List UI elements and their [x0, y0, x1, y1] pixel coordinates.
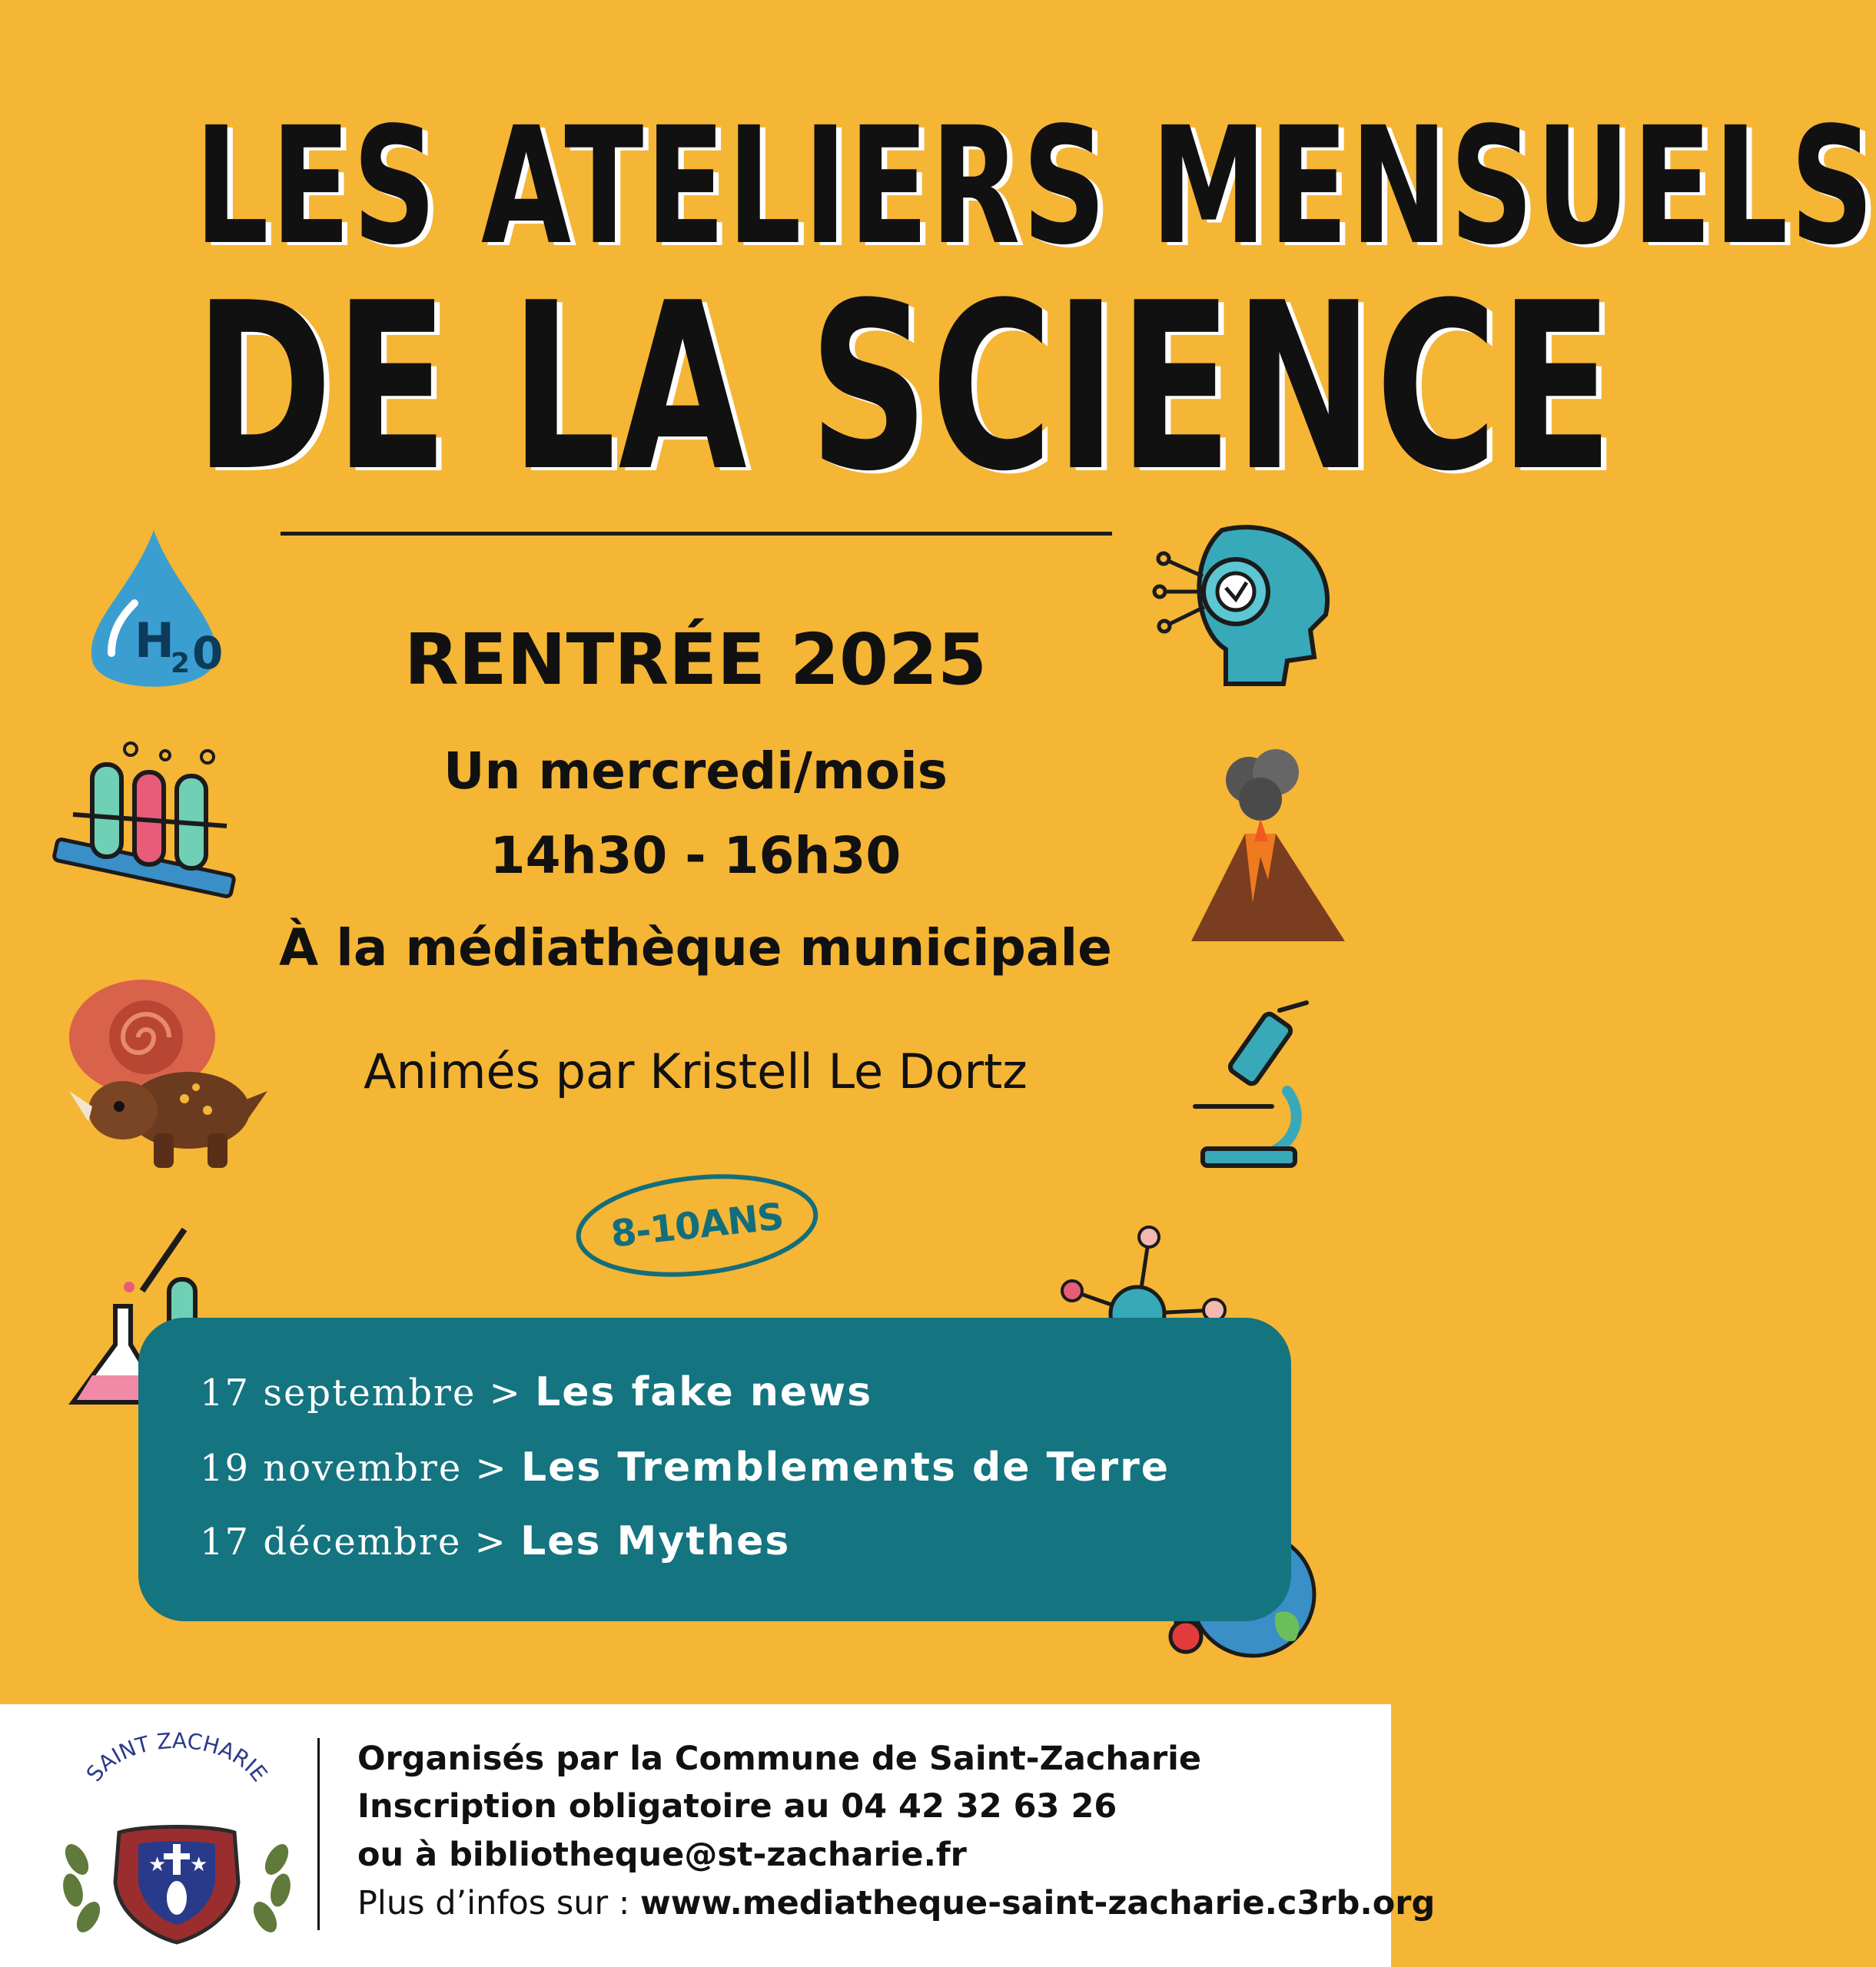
- event-topic: Les Mythes: [520, 1518, 791, 1564]
- email-text: ou à bibliotheque@st-zacharie.fr: [357, 1836, 967, 1874]
- frequency-text: Un mercredi/mois: [443, 741, 948, 801]
- svg-text:★: ★: [148, 1853, 167, 1876]
- more-info-line: [357, 1884, 1435, 1922]
- footer-divider: [317, 1738, 320, 1930]
- registration-text: Inscription obligatoire au 04 42 32 63 26: [357, 1787, 1117, 1826]
- svg-text:H: H: [134, 612, 174, 668]
- event-topic: Les Tremblements de Terre: [521, 1445, 1170, 1491]
- age-badge-label: 8-10ANS: [609, 1195, 785, 1256]
- event-item: [200, 1369, 872, 1415]
- title-divider: [281, 532, 1112, 536]
- event-item: [200, 1518, 790, 1564]
- event-separator: >: [475, 1447, 508, 1490]
- fossil-dinosaur-icon: [61, 976, 269, 1183]
- rentree-heading: RENTRÉE 2025: [403, 619, 988, 701]
- title-line-2: DE LA SCIENCE: [194, 254, 1615, 522]
- event-topic: Les fake news: [535, 1369, 873, 1415]
- hours-text: 14h30 - 16h30: [490, 826, 901, 885]
- microscope-icon: [1180, 999, 1318, 1172]
- ai-head-icon: [1153, 515, 1337, 688]
- age-badge: [570, 1168, 824, 1283]
- test-tubes-icon: [50, 741, 238, 918]
- saint-zacharie-logo: [50, 1729, 304, 1948]
- more-info-prefix: Plus d’infos sur :: [357, 1884, 630, 1922]
- svg-text:0: 0: [192, 627, 224, 679]
- volcano-icon: [1184, 749, 1349, 949]
- svg-text:2: 2: [171, 648, 191, 679]
- water-drop-icon: [77, 522, 231, 699]
- svg-text:★: ★: [190, 1853, 208, 1876]
- event-item: [200, 1445, 1170, 1491]
- logo-text: SAINT ZACHARIE: [81, 1727, 273, 1787]
- title-line-1: LES ATELIERS MENSUELS: [194, 92, 1876, 280]
- event-date: 19 novembre: [200, 1447, 463, 1490]
- event-date: 17 septembre: [200, 1372, 476, 1415]
- event-date: 17 décembre: [200, 1521, 462, 1564]
- organizer-text: Organisés par la Commune de Saint-Zacharie: [357, 1740, 1202, 1778]
- event-separator: >: [474, 1521, 507, 1564]
- event-separator: >: [489, 1372, 522, 1415]
- website-link[interactable]: www.mediatheque-saint-zacharie.c3rb.org: [640, 1884, 1436, 1922]
- host-text: Animés par Kristell Le Dortz: [364, 1043, 1028, 1100]
- place-text: À la médiathèque municipale: [279, 918, 1112, 977]
